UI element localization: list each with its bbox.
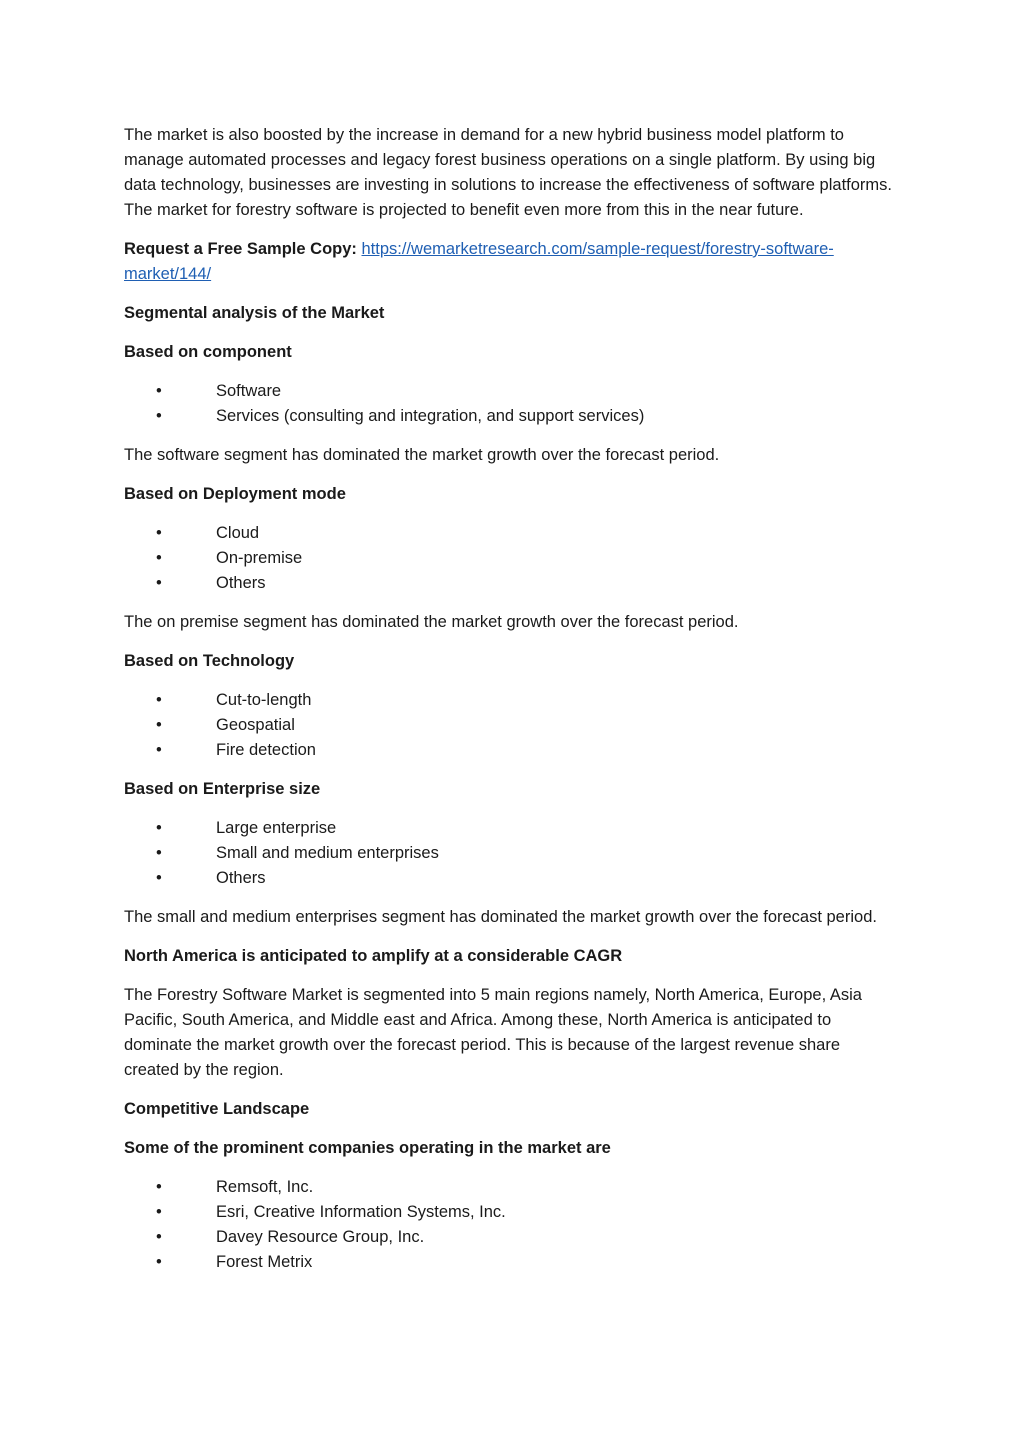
bullet-icon: • — [156, 549, 162, 567]
list-item-label: Geospatial — [216, 716, 295, 734]
document-page — [124, 123, 894, 1289]
sample-request-line — [124, 237, 894, 287]
list-item-label: Others — [216, 869, 266, 887]
competitive-heading: Competitive Landscape — [124, 1100, 310, 1118]
list-item — [124, 738, 894, 763]
list-item-label: Cut-to-length — [216, 691, 312, 709]
list-item-label: Forest Metrix — [216, 1253, 313, 1271]
list-item — [124, 521, 894, 546]
list-item-label: Large enterprise — [216, 819, 337, 837]
bullet-icon: • — [156, 691, 162, 709]
list-item — [124, 713, 894, 738]
deployment-heading: Based on Deployment mode — [124, 485, 346, 503]
enterprise-list — [124, 816, 894, 891]
bullet-icon: • — [156, 716, 162, 734]
sample-request-label: Request a Free Sample Copy: — [124, 240, 357, 258]
list-item — [124, 1250, 894, 1275]
list-item-label: Cloud — [216, 524, 260, 542]
list-item-label: On-premise — [216, 549, 303, 567]
region-heading: North America is anticipated to amplify at a considerable CAGR — [124, 947, 623, 965]
bullet-icon: • — [156, 524, 162, 542]
intro-paragraph: The market is also boosted by the increase in demand for a new hybrid business model platform to manage automated processes and legacy forest business operations on a single platform. By using big data technology, businesses are investing in solutions to increase the effectiveness of software platforms. The market for forestry software is projected to benefit even more from this in the near future. — [124, 126, 892, 219]
bullet-icon: • — [156, 741, 162, 759]
bullet-icon: • — [156, 1203, 162, 1221]
list-item — [124, 1225, 894, 1250]
list-item — [124, 1175, 894, 1200]
list-item-label: Davey Resource Group, Inc. — [216, 1228, 425, 1246]
bullet-icon: • — [156, 1228, 162, 1246]
bullet-icon: • — [156, 407, 162, 425]
bullet-icon: • — [156, 869, 162, 887]
companies-list — [124, 1175, 894, 1275]
component-heading: Based on component — [124, 343, 292, 361]
list-item-label: Remsoft, Inc. — [216, 1178, 314, 1196]
list-item — [124, 379, 894, 404]
bullet-icon: • — [156, 382, 162, 400]
sample-request-link[interactable]: https://wemarketresearch.com/sample-request/forestry-software-market/144/ — [124, 240, 834, 283]
enterprise-heading: Based on Enterprise size — [124, 780, 321, 798]
list-item — [124, 546, 894, 571]
list-item-label: Fire detection — [216, 741, 316, 759]
list-item — [124, 688, 894, 713]
bullet-icon: • — [156, 574, 162, 592]
bullet-icon: • — [156, 819, 162, 837]
list-item-label: Software — [216, 382, 282, 400]
component-list — [124, 379, 894, 429]
technology-list — [124, 688, 894, 763]
list-item-label: Services (consulting and integration, and support services) — [216, 407, 645, 425]
list-item — [124, 841, 894, 866]
list-item — [124, 1200, 894, 1225]
list-item-label: Others — [216, 574, 266, 592]
region-paragraph: The Forestry Software Market is segmented into 5 main regions namely, North America, Europe, Asia Pacific, South America, and Middle east and Africa. Among these, North America is anticipated to dominate the market growth over the forecast period. This is because of the largest revenue share created by the region. — [124, 986, 862, 1079]
list-item — [124, 866, 894, 891]
bullet-icon: • — [156, 1178, 162, 1196]
deployment-list — [124, 521, 894, 596]
bullet-icon: • — [156, 844, 162, 862]
list-item-label: Esri, Creative Information Systems, Inc. — [216, 1203, 506, 1221]
list-item — [124, 404, 894, 429]
deployment-summary: The on premise segment has dominated the market growth over the forecast period. — [124, 613, 739, 631]
list-item — [124, 571, 894, 596]
technology-heading: Based on Technology — [124, 652, 295, 670]
list-item-label: Small and medium enterprises — [216, 844, 439, 862]
list-item — [124, 816, 894, 841]
segmental-heading: Segmental analysis of the Market — [124, 304, 385, 322]
companies-subheading: Some of the prominent companies operating in the market are — [124, 1139, 611, 1157]
enterprise-summary: The small and medium enterprises segment has dominated the market growth over the forecast period. — [124, 908, 877, 926]
bullet-icon: • — [156, 1253, 162, 1271]
component-summary: The software segment has dominated the market growth over the forecast period. — [124, 446, 720, 464]
